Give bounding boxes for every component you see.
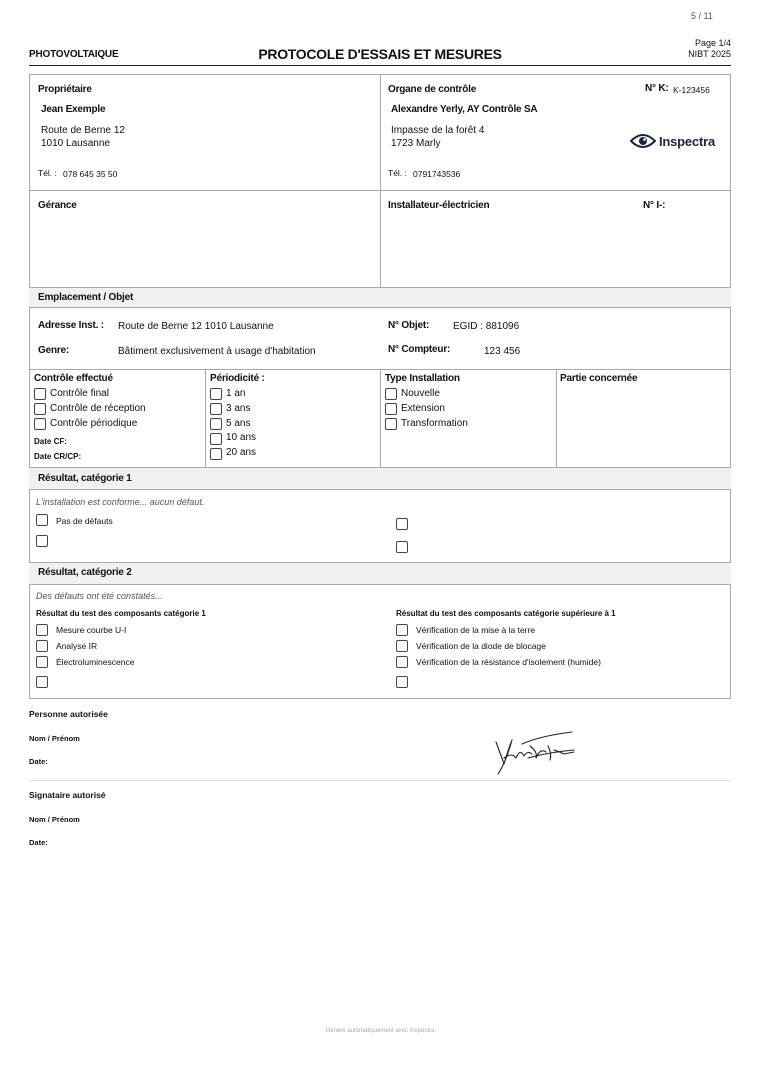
resultat1-label: Résultat, catégorie 1 <box>38 473 132 484</box>
resultat2-right-extra-checkbox[interactable] <box>396 676 408 688</box>
document-title: PROTOCOLE D'ESSAIS ET MESURES <box>258 46 502 62</box>
organe-label: Organe de contrôle <box>388 84 477 95</box>
proprietaire-name: Jean Exemple <box>41 104 106 115</box>
periodicite-10ans-checkbox[interactable] <box>210 433 222 445</box>
logo-text: Inspectra <box>659 133 716 149</box>
proprietaire-label: Propriétaire <box>38 84 92 95</box>
emplacement-label: Emplacement / Objet <box>38 292 134 303</box>
organe-nk-label: N° K: <box>645 83 669 94</box>
pas-de-defauts-checkbox[interactable] <box>36 514 48 526</box>
controle-final-checkbox[interactable] <box>34 388 46 400</box>
objet-label: N° Objet: <box>388 320 430 331</box>
personne-date-label: Date: <box>29 757 48 766</box>
electroluminescence-label: Électroluminescence <box>56 657 135 667</box>
personne-label: Personne autorisée <box>29 709 108 719</box>
genre-value: Bâtiment exclusivement à usage d'habitation <box>118 346 316 357</box>
organe-name: Alexandre Yerly, AY Contrôle SA <box>391 104 538 115</box>
analyse-ir-checkbox[interactable] <box>36 640 48 652</box>
proprietaire-tel-label: Tél. : <box>38 168 57 178</box>
eye-icon <box>630 133 656 149</box>
type-extension-checkbox[interactable] <box>385 403 397 415</box>
partie-label: Partie concernée <box>560 373 638 384</box>
document-category: PHOTOVOLTAIQUE <box>29 49 119 60</box>
date-cf-label: Date CF: <box>34 437 67 446</box>
column-divider <box>380 369 381 468</box>
analyse-ir-label: Analyse IR <box>56 641 98 651</box>
controle-final-label: Contrôle final <box>50 388 109 399</box>
column-divider <box>205 369 206 468</box>
electroluminescence-checkbox[interactable] <box>36 656 48 668</box>
installateur-label: Installateur-électricien <box>388 200 490 211</box>
controle-periodique-checkbox[interactable] <box>34 418 46 430</box>
resultat2-left-title: Résultat du test des composants catégorie 1 <box>36 609 206 618</box>
adresse-label: Adresse Inst. : <box>38 320 104 331</box>
controle-reception-checkbox[interactable] <box>34 403 46 415</box>
resultat2-band <box>29 562 731 585</box>
date-crcp-label: Date CR/CP: <box>34 452 82 461</box>
signataire-label: Signataire autorisé <box>29 790 106 800</box>
pas-de-defauts-label: Pas de défauts <box>56 516 113 526</box>
periodicite-3ans-checkbox[interactable] <box>210 403 222 415</box>
diode-blocage-checkbox[interactable] <box>396 640 408 652</box>
resultat1-band <box>29 467 731 490</box>
type-installation-label: Type Installation <box>385 373 460 384</box>
proprietaire-address1: Route de Berne 12 <box>41 125 125 136</box>
adresse-value: Route de Berne 12 1010 Lausanne <box>118 321 274 332</box>
controle-label: Contrôle effectué <box>34 373 113 384</box>
resultat1-note: L'installation est conforme... aucun défaut. <box>36 497 205 507</box>
column-divider <box>556 369 557 468</box>
column-divider <box>380 74 381 288</box>
mesure-courbe-label: Mesure courbe U-I <box>56 625 127 635</box>
mesure-courbe-checkbox[interactable] <box>36 624 48 636</box>
resistance-isolement-label: Vérification de la résistance d'isolement (humide) <box>416 657 601 667</box>
signature <box>490 728 580 778</box>
periodicite-3ans-label: 3 ans <box>226 403 251 414</box>
controle-periodique-label: Contrôle périodique <box>50 418 138 429</box>
type-extension-label: Extension <box>401 403 445 414</box>
resultat2-left-extra-checkbox[interactable] <box>36 676 48 688</box>
objet-value: EGID : 881096 <box>453 321 520 332</box>
organe-tel: 0791743536 <box>413 169 461 179</box>
header-divider <box>29 65 731 66</box>
organe-tel-label: Tél. : <box>388 168 407 178</box>
periodicite-5ans-checkbox[interactable] <box>210 418 222 430</box>
organe-nk-value: K-123456 <box>673 85 710 95</box>
type-nouvelle-checkbox[interactable] <box>385 388 397 400</box>
periodicite-20ans-label: 20 ans <box>226 447 257 458</box>
periodicite-1an-label: 1 an <box>226 388 246 399</box>
page-info <box>688 38 731 60</box>
compteur-label: N° Compteur: <box>388 344 451 355</box>
resultat1-right-checkbox-2[interactable] <box>396 541 408 553</box>
signataire-nom-label: Nom / Prénom <box>29 815 80 824</box>
type-transformation-checkbox[interactable] <box>385 418 397 430</box>
personne-nom-label: Nom / Prénom <box>29 734 80 743</box>
periodicite-1an-checkbox[interactable] <box>210 388 222 400</box>
signature-divider <box>29 780 731 781</box>
row-divider <box>29 190 731 191</box>
resultat1-right-checkbox-1[interactable] <box>396 518 408 530</box>
resultat2-right-title: Résultat du test des composants catégorie supérieure à 1 <box>396 609 616 618</box>
mise-a-la-terre-checkbox[interactable] <box>396 624 408 636</box>
proprietaire-tel: 078 645 35 50 <box>63 169 118 179</box>
mise-a-la-terre-label: Vérification de la mise à la terre <box>416 625 536 635</box>
periodicite-label: Périodicité : <box>210 373 265 384</box>
organe-address2: 1723 Marly <box>391 138 441 149</box>
controle-reception-label: Contrôle de réception <box>50 403 146 414</box>
inspectra-logo <box>630 133 715 149</box>
compteur-value: 123 456 <box>484 346 521 357</box>
diode-blocage-label: Vérification de la diode de blocage <box>416 641 546 651</box>
emplacement-band <box>29 287 731 308</box>
genre-label: Genre: <box>38 345 70 356</box>
installateur-ni-label: N° I-: <box>643 200 666 211</box>
proprietaire-address2: 1010 Lausanne <box>41 138 110 149</box>
footer-note: Généré automatiquement avec Inspectra <box>325 1028 435 1034</box>
signataire-date-label: Date: <box>29 838 48 847</box>
gerance-label: Gérance <box>38 200 77 211</box>
periodicite-20ans-checkbox[interactable] <box>210 448 222 460</box>
organe-address1: Impasse de la forêt 4 <box>391 125 485 136</box>
periodicite-5ans-label: 5 ans <box>226 418 251 429</box>
type-nouvelle-label: Nouvelle <box>401 388 440 399</box>
resistance-isolement-checkbox[interactable] <box>396 656 408 668</box>
standard-label: NIBT 2025 <box>688 49 731 59</box>
page-indicator: Page 1/4 <box>694 38 731 48</box>
type-transformation-label: Transformation <box>401 418 468 429</box>
page-number: 5 / 11 <box>691 11 713 21</box>
resultat1-extra-checkbox[interactable] <box>36 535 48 547</box>
periodicite-10ans-label: 10 ans <box>226 432 257 443</box>
resultat2-note: Des défauts ont été constatés... <box>36 591 163 601</box>
resultat2-label: Résultat, catégorie 2 <box>38 567 132 578</box>
